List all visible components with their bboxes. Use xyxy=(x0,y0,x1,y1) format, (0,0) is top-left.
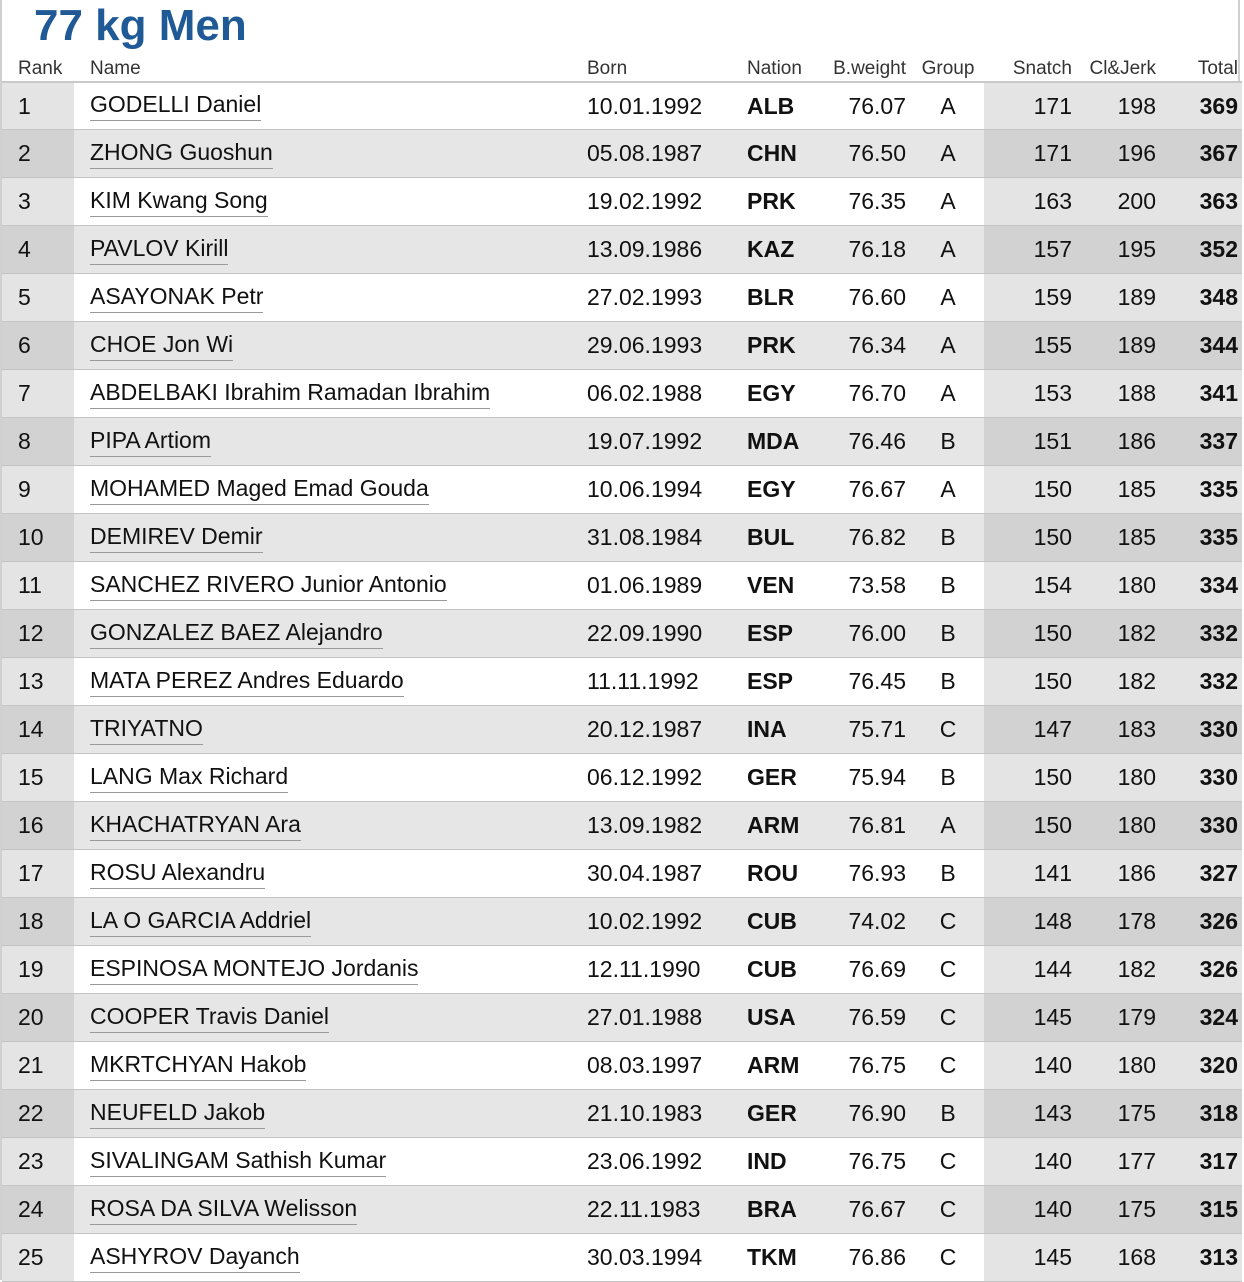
snatch-cell: 171 xyxy=(984,130,1084,178)
table-row xyxy=(2,370,1242,418)
rank-cell: 18 xyxy=(2,898,74,946)
clean-and-jerk-cell: 188 xyxy=(1084,370,1184,418)
bodyweight-cell: 75.71 xyxy=(827,706,912,754)
rank-cell: 25 xyxy=(2,1234,74,1282)
snatch-cell: 141 xyxy=(984,850,1084,898)
bodyweight-cell: 74.02 xyxy=(827,898,912,946)
rank-cell: 13 xyxy=(2,658,74,706)
total-cell: 317 xyxy=(1184,1138,1242,1186)
born-cell: 13.09.1986 xyxy=(587,226,747,274)
rank-cell: 17 xyxy=(2,850,74,898)
snatch-cell: 150 xyxy=(984,514,1084,562)
clean-and-jerk-cell: 186 xyxy=(1084,418,1184,466)
nation-cell: BLR xyxy=(747,274,827,322)
header-group[interactable]: Group xyxy=(912,54,984,82)
athlete-name xyxy=(74,802,587,850)
snatch-cell: 159 xyxy=(984,274,1084,322)
athlete-name xyxy=(74,370,587,418)
snatch-cell: 147 xyxy=(984,706,1084,754)
table-row xyxy=(2,130,1242,178)
group-cell: C xyxy=(912,1186,984,1234)
total-cell: 324 xyxy=(1184,994,1242,1042)
born-cell: 27.02.1993 xyxy=(587,274,747,322)
athlete-name-link[interactable]: COOPER Travis Daniel xyxy=(90,1003,329,1033)
nation-cell: ARM xyxy=(747,802,827,850)
born-cell: 20.12.1987 xyxy=(587,706,747,754)
clean-and-jerk-cell: 180 xyxy=(1084,1042,1184,1090)
athlete-name-link[interactable]: PIPA Artiom xyxy=(90,427,211,457)
born-cell: 29.06.1993 xyxy=(587,322,747,370)
snatch-cell: 153 xyxy=(984,370,1084,418)
rank-cell: 15 xyxy=(2,754,74,802)
total-cell: 335 xyxy=(1184,466,1242,514)
total-cell: 341 xyxy=(1184,370,1242,418)
athlete-name xyxy=(74,1234,587,1282)
born-cell: 27.01.1988 xyxy=(587,994,747,1042)
clean-and-jerk-cell: 182 xyxy=(1084,946,1184,994)
clean-and-jerk-cell: 180 xyxy=(1084,562,1184,610)
nation-cell: ROU xyxy=(747,850,827,898)
nation-cell: ESP xyxy=(747,658,827,706)
bodyweight-cell: 76.70 xyxy=(827,370,912,418)
clean-and-jerk-cell: 198 xyxy=(1084,82,1184,130)
total-cell: 344 xyxy=(1184,322,1242,370)
table-row xyxy=(2,850,1242,898)
bodyweight-cell: 76.46 xyxy=(827,418,912,466)
group-cell: C xyxy=(912,706,984,754)
bodyweight-cell: 76.45 xyxy=(827,658,912,706)
born-cell: 21.10.1983 xyxy=(587,1090,747,1138)
clean-and-jerk-cell: 182 xyxy=(1084,658,1184,706)
athlete-name xyxy=(74,1138,587,1186)
total-cell: 352 xyxy=(1184,226,1242,274)
athlete-name-link[interactable]: ABDELBAKI Ibrahim Ramadan Ibrahim xyxy=(90,379,490,409)
nation-cell: ARM xyxy=(747,1042,827,1090)
header-bweight[interactable]: B.weight xyxy=(827,54,912,82)
born-cell: 19.02.1992 xyxy=(587,178,747,226)
born-cell: 22.09.1990 xyxy=(587,610,747,658)
athlete-name-link[interactable]: ROSU Alexandru xyxy=(90,859,265,889)
snatch-cell: 145 xyxy=(984,1234,1084,1282)
bodyweight-cell: 76.34 xyxy=(827,322,912,370)
group-cell: C xyxy=(912,898,984,946)
athlete-name-link[interactable]: TRIYATNO xyxy=(90,715,203,745)
nation-cell: CUB xyxy=(747,946,827,994)
athlete-name xyxy=(74,514,587,562)
total-cell: 334 xyxy=(1184,562,1242,610)
group-cell: B xyxy=(912,610,984,658)
athlete-name-link[interactable]: KIM Kwang Song xyxy=(90,187,268,217)
athlete-name xyxy=(74,1090,587,1138)
bodyweight-cell: 76.86 xyxy=(827,1234,912,1282)
athlete-name xyxy=(74,82,587,130)
bodyweight-cell: 76.18 xyxy=(827,226,912,274)
group-cell: B xyxy=(912,754,984,802)
table-row xyxy=(2,322,1242,370)
table-row xyxy=(2,610,1242,658)
bodyweight-cell: 76.69 xyxy=(827,946,912,994)
rank-cell: 21 xyxy=(2,1042,74,1090)
nation-cell: MDA xyxy=(747,418,827,466)
nation-cell: BRA xyxy=(747,1186,827,1234)
rank-cell: 23 xyxy=(2,1138,74,1186)
table-row xyxy=(2,418,1242,466)
group-cell: C xyxy=(912,1042,984,1090)
clean-and-jerk-cell: 175 xyxy=(1084,1186,1184,1234)
table-row xyxy=(2,802,1242,850)
athlete-name-link[interactable]: ESPINOSA MONTEJO Jordanis xyxy=(90,955,418,985)
rank-cell: 8 xyxy=(2,418,74,466)
table-row xyxy=(2,274,1242,322)
born-cell: 11.11.1992 xyxy=(587,658,747,706)
athlete-name xyxy=(74,1042,587,1090)
clean-and-jerk-cell: 180 xyxy=(1084,802,1184,850)
snatch-cell: 154 xyxy=(984,562,1084,610)
snatch-cell: 150 xyxy=(984,802,1084,850)
table-row xyxy=(2,994,1242,1042)
rank-cell: 7 xyxy=(2,370,74,418)
athlete-name xyxy=(74,130,587,178)
nation-cell: EGY xyxy=(747,466,827,514)
total-cell: 363 xyxy=(1184,178,1242,226)
clean-and-jerk-cell: 189 xyxy=(1084,274,1184,322)
total-cell: 327 xyxy=(1184,850,1242,898)
bodyweight-cell: 76.81 xyxy=(827,802,912,850)
table-row xyxy=(2,1090,1242,1138)
bodyweight-cell: 75.94 xyxy=(827,754,912,802)
rank-cell: 4 xyxy=(2,226,74,274)
athlete-name-link[interactable]: ASHYROV Dayanch xyxy=(90,1243,300,1273)
header-nation[interactable]: Nation xyxy=(747,54,827,82)
table-row xyxy=(2,562,1242,610)
snatch-cell: 150 xyxy=(984,754,1084,802)
athlete-name-link[interactable]: MKRTCHYAN Hakob xyxy=(90,1051,306,1081)
athlete-name xyxy=(74,226,587,274)
nation-cell: ALB xyxy=(747,82,827,130)
table-row xyxy=(2,514,1242,562)
nation-cell: PRK xyxy=(747,178,827,226)
athlete-name xyxy=(74,754,587,802)
snatch-cell: 143 xyxy=(984,1090,1084,1138)
clean-and-jerk-cell: 168 xyxy=(1084,1234,1184,1282)
snatch-cell: 157 xyxy=(984,226,1084,274)
nation-cell: ESP xyxy=(747,610,827,658)
table-row xyxy=(2,466,1242,514)
clean-and-jerk-cell: 200 xyxy=(1084,178,1184,226)
header-row xyxy=(2,54,1242,82)
group-cell: B xyxy=(912,562,984,610)
athlete-name-link[interactable]: MATA PEREZ Andres Eduardo xyxy=(90,667,404,697)
born-cell: 12.11.1990 xyxy=(587,946,747,994)
rank-cell: 24 xyxy=(2,1186,74,1234)
table-row xyxy=(2,178,1242,226)
athlete-name xyxy=(74,418,587,466)
bodyweight-cell: 76.67 xyxy=(827,466,912,514)
athlete-name xyxy=(74,898,587,946)
total-cell: 335 xyxy=(1184,514,1242,562)
born-cell: 08.03.1997 xyxy=(587,1042,747,1090)
born-cell: 22.11.1983 xyxy=(587,1186,747,1234)
header-rank[interactable]: Rank xyxy=(2,54,74,82)
born-cell: 13.09.1982 xyxy=(587,802,747,850)
nation-cell: INA xyxy=(747,706,827,754)
clean-and-jerk-cell: 180 xyxy=(1084,754,1184,802)
clean-and-jerk-cell: 195 xyxy=(1084,226,1184,274)
athlete-name xyxy=(74,322,587,370)
nation-cell: GER xyxy=(747,1090,827,1138)
nation-cell: VEN xyxy=(747,562,827,610)
table-row xyxy=(2,754,1242,802)
rank-cell: 2 xyxy=(2,130,74,178)
snatch-cell: 145 xyxy=(984,994,1084,1042)
athlete-name-link[interactable]: PAVLOV Kirill xyxy=(90,235,228,265)
table-row xyxy=(2,1234,1242,1282)
bodyweight-cell: 76.35 xyxy=(827,178,912,226)
table-row xyxy=(2,82,1242,130)
born-cell: 30.03.1994 xyxy=(587,1234,747,1282)
clean-and-jerk-cell: 183 xyxy=(1084,706,1184,754)
clean-and-jerk-cell: 185 xyxy=(1084,514,1184,562)
born-cell: 10.01.1992 xyxy=(587,82,747,130)
nation-cell: CHN xyxy=(747,130,827,178)
table-row xyxy=(2,1042,1242,1090)
bodyweight-cell: 76.50 xyxy=(827,130,912,178)
clean-and-jerk-cell: 186 xyxy=(1084,850,1184,898)
page-title: 77 kg Men xyxy=(34,1,247,50)
nation-cell: IND xyxy=(747,1138,827,1186)
header-snatch[interactable]: Snatch xyxy=(984,54,1084,82)
athlete-name xyxy=(74,274,587,322)
snatch-cell: 148 xyxy=(984,898,1084,946)
born-cell: 06.02.1988 xyxy=(587,370,747,418)
rank-cell: 20 xyxy=(2,994,74,1042)
total-cell: 369 xyxy=(1184,82,1242,130)
rank-cell: 14 xyxy=(2,706,74,754)
total-cell: 337 xyxy=(1184,418,1242,466)
bodyweight-cell: 76.93 xyxy=(827,850,912,898)
header-clean-and-jerk[interactable]: Cl&Jerk xyxy=(1084,54,1184,82)
nation-cell: EGY xyxy=(747,370,827,418)
athlete-name xyxy=(74,610,587,658)
group-cell: B xyxy=(912,1090,984,1138)
header-total[interactable]: Total xyxy=(1184,54,1242,82)
athlete-name-link[interactable]: NEUFELD Jakob xyxy=(90,1099,265,1129)
athlete-name xyxy=(74,658,587,706)
clean-and-jerk-cell: 189 xyxy=(1084,322,1184,370)
clean-and-jerk-cell: 175 xyxy=(1084,1090,1184,1138)
group-cell: C xyxy=(912,1138,984,1186)
header-born[interactable]: Born xyxy=(587,54,747,82)
athlete-name-link[interactable]: GONZALEZ BAEZ Alejandro xyxy=(90,619,383,649)
rank-cell: 1 xyxy=(2,82,74,130)
rank-cell: 11 xyxy=(2,562,74,610)
group-cell: A xyxy=(912,274,984,322)
total-cell: 348 xyxy=(1184,274,1242,322)
table-row xyxy=(2,946,1242,994)
athlete-name xyxy=(74,946,587,994)
clean-and-jerk-cell: 177 xyxy=(1084,1138,1184,1186)
snatch-cell: 150 xyxy=(984,610,1084,658)
born-cell: 05.08.1987 xyxy=(587,130,747,178)
clean-and-jerk-cell: 196 xyxy=(1084,130,1184,178)
nation-cell: USA xyxy=(747,994,827,1042)
athlete-name-link[interactable]: LANG Max Richard xyxy=(90,763,288,793)
rank-cell: 5 xyxy=(2,274,74,322)
bodyweight-cell: 76.07 xyxy=(827,82,912,130)
total-cell: 332 xyxy=(1184,610,1242,658)
rank-cell: 6 xyxy=(2,322,74,370)
rank-cell: 9 xyxy=(2,466,74,514)
athlete-name xyxy=(74,178,587,226)
athlete-name-link[interactable]: GODELLI Daniel xyxy=(90,91,261,121)
nation-cell: PRK xyxy=(747,322,827,370)
table-row xyxy=(2,706,1242,754)
born-cell: 06.12.1992 xyxy=(587,754,747,802)
rank-cell: 22 xyxy=(2,1090,74,1138)
group-cell: A xyxy=(912,82,984,130)
athlete-name-link[interactable]: SIVALINGAM Sathish Kumar xyxy=(90,1147,386,1177)
table-row xyxy=(2,658,1242,706)
nation-cell: BUL xyxy=(747,514,827,562)
rank-cell: 16 xyxy=(2,802,74,850)
rank-cell: 3 xyxy=(2,178,74,226)
group-cell: A xyxy=(912,226,984,274)
group-cell: A xyxy=(912,322,984,370)
athlete-name-link[interactable]: DEMIREV Demir xyxy=(90,523,263,553)
table-row xyxy=(2,226,1242,274)
group-cell: C xyxy=(912,946,984,994)
born-cell: 30.04.1987 xyxy=(587,850,747,898)
snatch-cell: 144 xyxy=(984,946,1084,994)
nation-cell: TKM xyxy=(747,1234,827,1282)
table-body xyxy=(2,82,1242,1282)
table-row xyxy=(2,1186,1242,1234)
total-cell: 326 xyxy=(1184,946,1242,994)
athlete-name xyxy=(74,706,587,754)
results-table xyxy=(2,54,1242,1282)
total-cell: 315 xyxy=(1184,1186,1242,1234)
athlete-name-link[interactable]: ZHONG Guoshun xyxy=(90,139,273,169)
bodyweight-cell: 76.60 xyxy=(827,274,912,322)
snatch-cell: 171 xyxy=(984,82,1084,130)
group-cell: A xyxy=(912,130,984,178)
snatch-cell: 151 xyxy=(984,418,1084,466)
header-name[interactable]: Name xyxy=(74,54,587,82)
rank-cell: 10 xyxy=(2,514,74,562)
born-cell: 31.08.1984 xyxy=(587,514,747,562)
group-cell: A xyxy=(912,466,984,514)
nation-cell: CUB xyxy=(747,898,827,946)
snatch-cell: 140 xyxy=(984,1042,1084,1090)
athlete-name-link[interactable]: ASAYONAK Petr xyxy=(90,283,263,313)
athlete-name xyxy=(74,466,587,514)
athlete-name-link[interactable]: LA O GARCIA Addriel xyxy=(90,907,311,937)
snatch-cell: 155 xyxy=(984,322,1084,370)
table-header xyxy=(2,54,1242,82)
group-cell: B xyxy=(912,850,984,898)
athlete-name xyxy=(74,994,587,1042)
total-cell: 330 xyxy=(1184,706,1242,754)
snatch-cell: 140 xyxy=(984,1138,1084,1186)
born-cell: 10.02.1992 xyxy=(587,898,747,946)
bodyweight-cell: 76.67 xyxy=(827,1186,912,1234)
snatch-cell: 140 xyxy=(984,1186,1084,1234)
athlete-name xyxy=(74,562,587,610)
group-cell: C xyxy=(912,994,984,1042)
clean-and-jerk-cell: 185 xyxy=(1084,466,1184,514)
group-cell: B xyxy=(912,418,984,466)
athlete-name-link[interactable]: ROSA DA SILVA Welisson xyxy=(90,1195,357,1225)
athlete-name-link[interactable]: MOHAMED Maged Emad Gouda xyxy=(90,475,429,505)
rank-cell: 19 xyxy=(2,946,74,994)
athlete-name xyxy=(74,850,587,898)
table-row xyxy=(2,1138,1242,1186)
snatch-cell: 163 xyxy=(984,178,1084,226)
clean-and-jerk-cell: 179 xyxy=(1084,994,1184,1042)
athlete-name xyxy=(74,1186,587,1234)
group-cell: C xyxy=(912,1234,984,1282)
born-cell: 19.07.1992 xyxy=(587,418,747,466)
group-cell: A xyxy=(912,802,984,850)
bodyweight-cell: 76.82 xyxy=(827,514,912,562)
total-cell: 326 xyxy=(1184,898,1242,946)
group-cell: A xyxy=(912,370,984,418)
athlete-name-link[interactable]: KHACHATRYAN Ara xyxy=(90,811,301,841)
athlete-name-link[interactable]: SANCHEZ RIVERO Junior Antonio xyxy=(90,571,447,601)
group-cell: B xyxy=(912,514,984,562)
born-cell: 23.06.1992 xyxy=(587,1138,747,1186)
total-cell: 330 xyxy=(1184,802,1242,850)
snatch-cell: 150 xyxy=(984,466,1084,514)
athlete-name-link[interactable]: CHOE Jon Wi xyxy=(90,331,233,361)
bodyweight-cell: 76.00 xyxy=(827,610,912,658)
total-cell: 330 xyxy=(1184,754,1242,802)
nation-cell: KAZ xyxy=(747,226,827,274)
bodyweight-cell: 76.59 xyxy=(827,994,912,1042)
bodyweight-cell: 76.75 xyxy=(827,1138,912,1186)
bodyweight-cell: 76.75 xyxy=(827,1042,912,1090)
group-cell: A xyxy=(912,178,984,226)
clean-and-jerk-cell: 178 xyxy=(1084,898,1184,946)
group-cell: B xyxy=(912,658,984,706)
total-cell: 318 xyxy=(1184,1090,1242,1138)
nation-cell: GER xyxy=(747,754,827,802)
born-cell: 10.06.1994 xyxy=(587,466,747,514)
total-cell: 313 xyxy=(1184,1234,1242,1282)
born-cell: 01.06.1989 xyxy=(587,562,747,610)
rank-cell: 12 xyxy=(2,610,74,658)
clean-and-jerk-cell: 182 xyxy=(1084,610,1184,658)
total-cell: 367 xyxy=(1184,130,1242,178)
total-cell: 320 xyxy=(1184,1042,1242,1090)
table-row xyxy=(2,898,1242,946)
bodyweight-cell: 76.90 xyxy=(827,1090,912,1138)
bodyweight-cell: 73.58 xyxy=(827,562,912,610)
snatch-cell: 150 xyxy=(984,658,1084,706)
total-cell: 332 xyxy=(1184,658,1242,706)
